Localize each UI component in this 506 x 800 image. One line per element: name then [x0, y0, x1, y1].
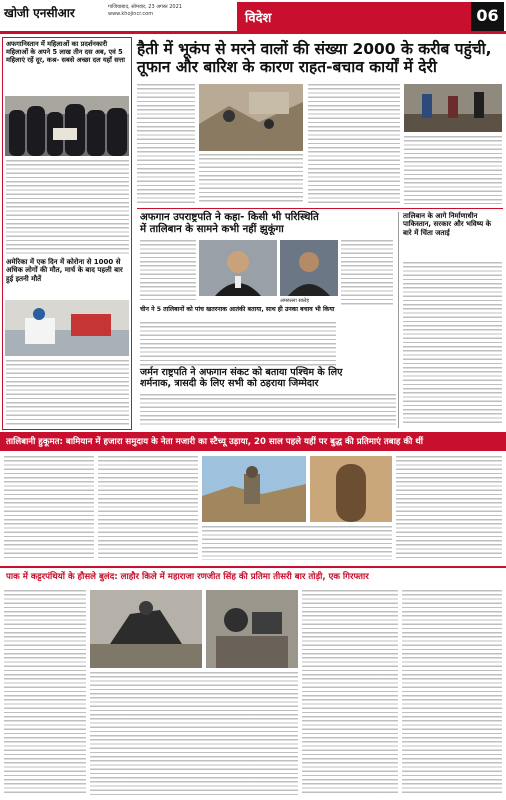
lahore-text-col4 — [402, 590, 502, 796]
right-column-rule — [398, 212, 399, 428]
haiti-text-col2 — [199, 154, 303, 204]
haiti-text-col4 — [404, 136, 502, 204]
afghan-text-col4 — [341, 240, 393, 306]
lead-headline: हैती में भूकंप से मरने वालों की संख्या 2000 के करीब पहुंची, तूफान और बारिश के कारण राहत-बचाव कार्यों में देरी — [137, 40, 492, 77]
bamiyan-banner — [0, 432, 506, 451]
bamiyan-text-col1 — [4, 456, 94, 560]
lahore-text-col1 — [4, 590, 86, 796]
lahore-text-col2 — [90, 672, 298, 796]
lahore-headline: पाक में कट्टरपंथियों के हौसले बुलंद: लाहौर किले में महाराजा रणजीत सिंह की प्रतिमा तीसरी बार तोड़ी, एक गिरफ्तार — [6, 572, 369, 582]
bamiyan-statue-photo — [202, 456, 306, 522]
haiti-text-col3 — [308, 84, 400, 204]
haiti-text-col1 — [137, 84, 195, 204]
saleh-photo-2 — [280, 240, 338, 296]
haiti-rescue-photo — [404, 84, 502, 132]
afghan-vp-headline: अफगान उपराष्ट्रपति ने कहा- किसी भी परिस्थिति में तालिबान के सामने कभी नहीं झुकूंगा — [140, 212, 319, 236]
bamiyan-text-col3 — [202, 526, 392, 560]
left-article-text — [6, 160, 129, 254]
lahore-banner — [0, 566, 506, 585]
germany-headline: जर्मन राष्ट्रपति ने अफगान संकट को बताया पश्चिम के लिए शर्मनाक, त्रासदी के लिए सभी को ठहराया जिम्मेदार — [140, 367, 343, 390]
newspaper-logo: खोजी एनसीआर — [4, 6, 75, 20]
bamiyan-text-col2 — [98, 456, 198, 560]
buddha-niche-photo — [310, 456, 392, 522]
haiti-rubble-photo — [199, 84, 303, 151]
germany-text — [140, 394, 396, 426]
afghan-text-bottom — [140, 322, 336, 366]
usa-covid-headline: अमेरिका में एक दिन में कोरोना से 1000 से अधिक लोगों की मौत, मार्च के बाद पहली बार हुई इतनी मौतें — [6, 258, 123, 283]
afghan-text-col1 — [140, 240, 196, 300]
china-taliban-subhead: चीन ने 5 तालिबानों को पांच खतरनाक आतंकी बताया, साथ ही उनका बचाव भी किया — [140, 306, 335, 313]
broken-statue-photo — [206, 590, 298, 668]
section-title: विदेश — [237, 2, 471, 31]
photo-caption: अमरुल्ला सालेह — [280, 298, 310, 304]
right-text — [403, 262, 502, 426]
left-headline: अफगानिस्तान में महिलाओं का प्रदर्शनकारी महिलाओं के अपने 5 लाख तीन दस अब, एवं 5 महिलाएं रहें दूर, कश्र- सबसे अच्छा दल यहाँ सत्ता — [6, 40, 125, 64]
ranjit-singh-statue-photo — [90, 590, 202, 668]
protest-photo — [5, 96, 129, 156]
page-number: 06 — [471, 2, 504, 31]
bamiyan-headline: तालिबानी हुकूमत: बामियान में हजारा समुदाय के नेता मजारी का स्टैच्यू उड़ाया, 20 साल पहले यहीं पर बुद्ध की प्रतिमाएं तबाह की थीं — [6, 437, 424, 447]
section-divider — [137, 208, 503, 209]
saleh-photo — [199, 240, 277, 296]
bamiyan-text-col4 — [396, 456, 502, 560]
dateline: गाजियाबाद, सोमवार, 23 अगस्त 2021 www.khojincr.com — [108, 4, 182, 17]
masthead — [0, 0, 506, 34]
left-article-text-2 — [6, 360, 129, 426]
lahore-text-col3 — [302, 590, 398, 796]
hospital-photo — [5, 300, 129, 356]
pakistan-taliban-headline: तालिबान के आगे निर्माणाधीन पाकिस्तान, सरकार और भविष्य के बारे में चिंता जताई — [403, 212, 492, 237]
